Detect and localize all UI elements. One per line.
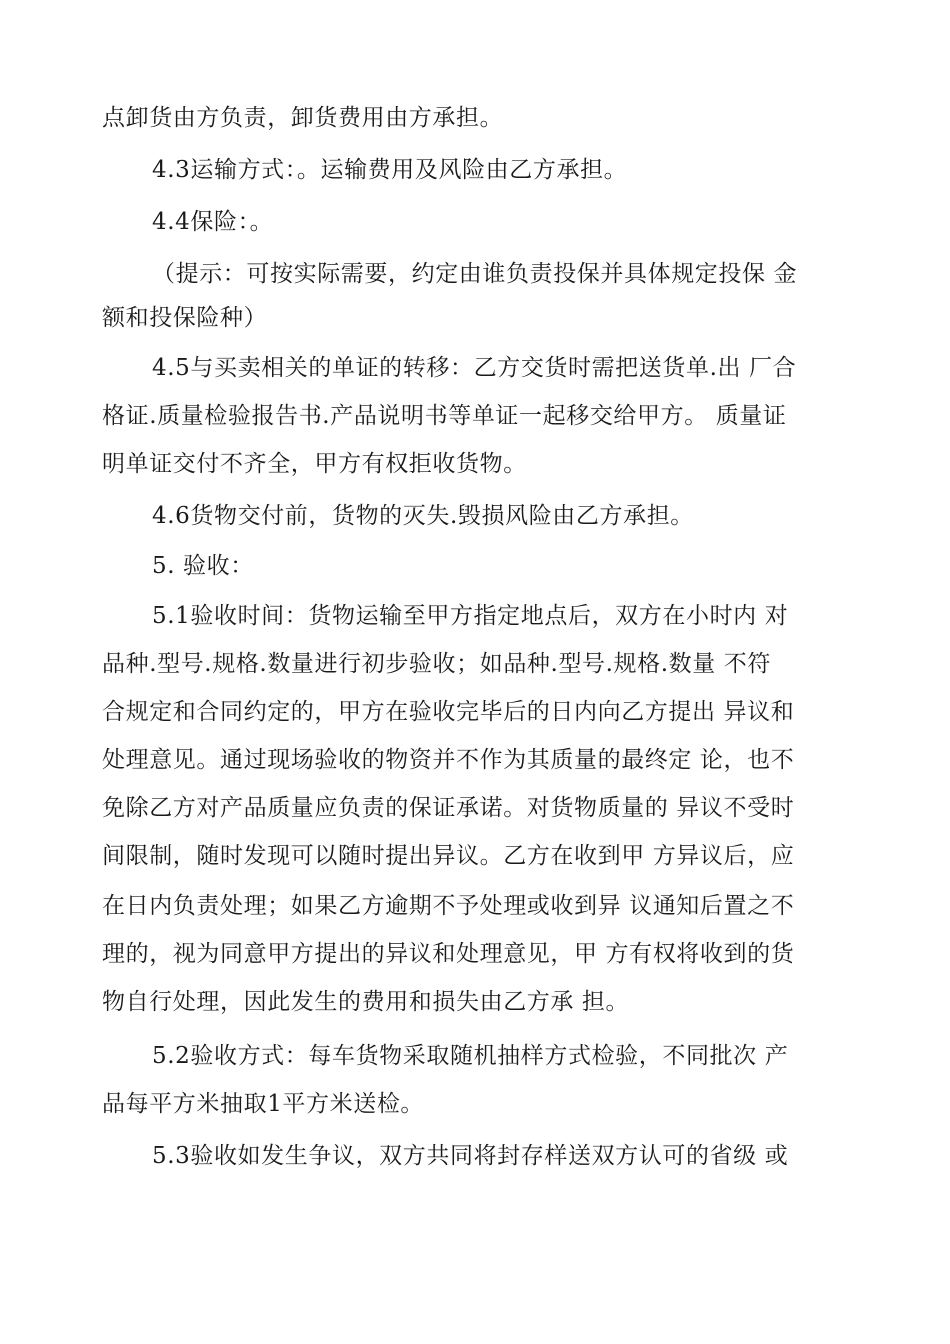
text-line: 4.3运输方式：。运输费用及风险由乙方承担。	[152, 157, 628, 183]
text-line: 额和投保险种）	[102, 305, 268, 331]
text-line: 5.1验收时间：货物运输至甲方指定地点后，双方在小时内 对	[152, 603, 789, 629]
section-heading: 5. 验收：	[152, 553, 254, 579]
text-line: 4.6货物交付前，货物的灭失.毁损风险由乙方承担。	[152, 503, 694, 529]
text-line: 5.2验收方式：每车货物采取随机抽样方式检验，不同批次 产	[152, 1043, 789, 1069]
text-line: 免除乙方对产品质量应负责的保证承诺。对货物质量的 异议不受时	[102, 795, 795, 821]
text-line: 物自行处理，因此发生的费用和损失由乙方承 担。	[102, 989, 630, 1015]
text-line: 点卸货由方负责，卸货费用由方承担。	[102, 105, 504, 131]
text-line: 在日内负责处理；如果乙方逾期不予处理或收到异 议通知后置之不	[102, 893, 795, 919]
text-line: （提示：可按实际需要，约定由谁负责投保并具体规定投保 金	[152, 261, 798, 287]
text-line: 4.5与买卖相关的单证的转移：乙方交货时需把送货单.出 厂合	[152, 355, 797, 381]
text-line: 明单证交付不齐全，甲方有权拒收货物。	[102, 451, 527, 477]
text-line: 格证.质量检验报告书.产品说明书等单证一起移交给甲方。 质量证	[102, 403, 787, 429]
text-line: 合规定和合同约定的，甲方在验收完毕后的日内向乙方提出 异议和	[102, 699, 795, 725]
text-line: 4.4保险：。	[152, 209, 274, 235]
text-line: 处理意见。通过现场验收的物资并不作为其质量的最终定 论，也不	[102, 747, 795, 773]
text-line: 5.3验收如发生争议，双方共同将封存样送双方认可的省级 或	[152, 1143, 789, 1169]
text-line: 品种.型号.规格.数量进行初步验收；如品种.型号.规格.数量 不符	[102, 651, 771, 677]
text-line: 品每平方米抽取1平方米送检。	[102, 1091, 425, 1117]
text-line: 间限制，随时发现可以随时提出异议。乙方在收到甲 方异议后，应	[102, 843, 795, 869]
text-line: 理的，视为同意甲方提出的异议和处理意见，甲 方有权将收到的货	[102, 941, 795, 967]
